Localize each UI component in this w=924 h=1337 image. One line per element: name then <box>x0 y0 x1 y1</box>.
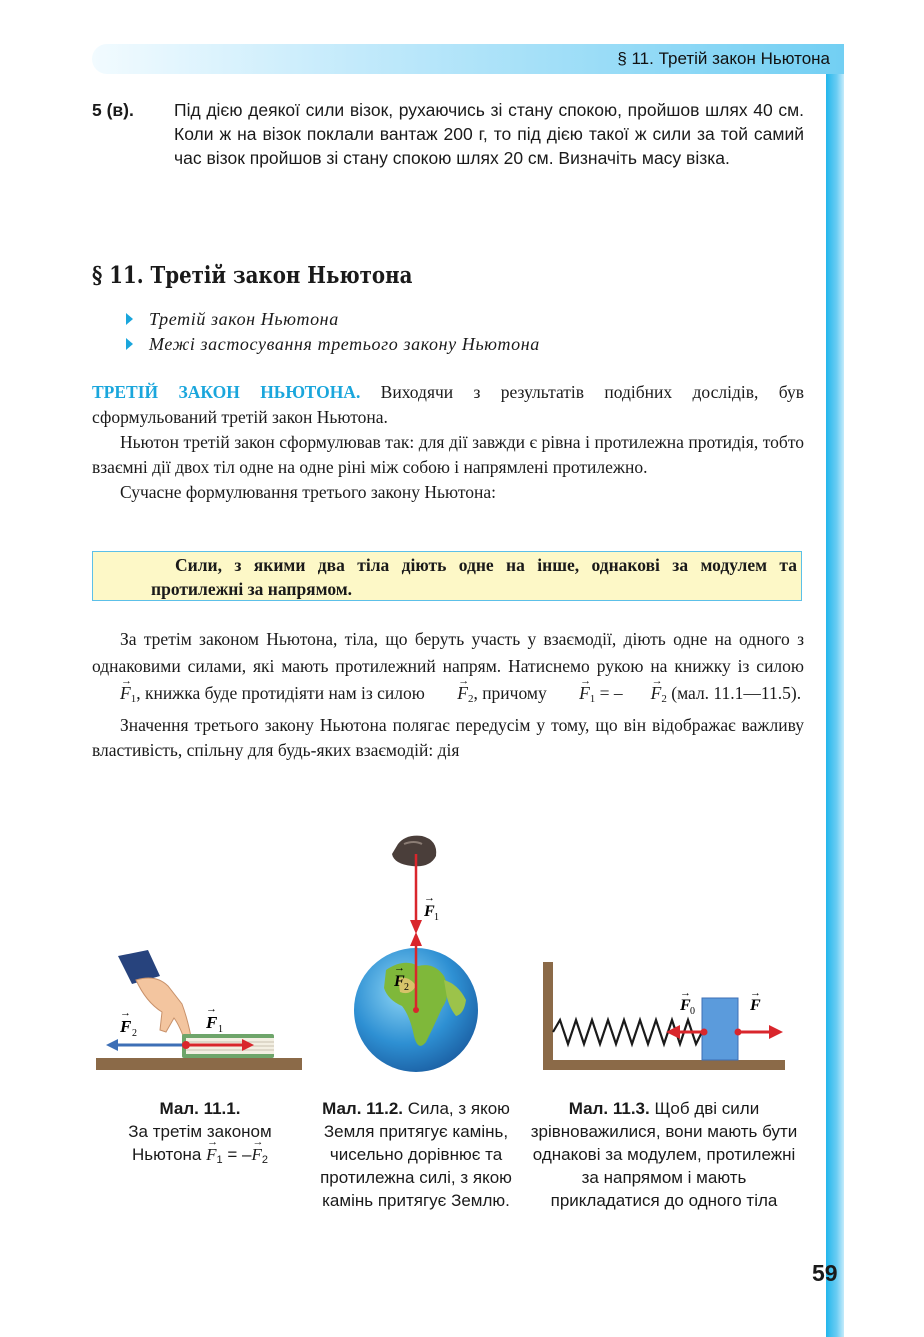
label-f2: F <box>394 973 405 990</box>
label-f: F <box>750 997 761 1014</box>
topic-item: Межі застосування третього закону Ньютона <box>124 332 540 357</box>
figure-11-3-spring-block <box>540 958 788 1072</box>
label-f1: F <box>424 903 435 920</box>
vector-f1: → F <box>92 680 131 707</box>
running-header-title: § 11. Третій закон Ньютона <box>617 49 830 68</box>
caption-title: Мал. 11.2. <box>322 1099 404 1118</box>
figure-11-3-caption: Мал. 11.3. Щоб дві сили зрівноважилися, вони мають бути однакові за модулем, протилежні за напрямом і мають прикладатися до одного тіла <box>530 1099 798 1210</box>
paragraph-intro: ТРЕТІЙ ЗАКОН НЬЮТОНА. Виходячи з результатів подібних дослідів, був сформульований третій закон Ньютона. <box>92 382 804 427</box>
section-topics <box>124 307 540 357</box>
svg-text:→: → <box>394 962 405 974</box>
figure-11-1-caption: Мал. 11.1. За третім законом Ньютона → $F_1$ = –→ $F_2$ <box>100 1097 300 1172</box>
table-surface <box>96 1058 302 1070</box>
svg-text:→: → <box>680 987 691 999</box>
floor <box>543 1060 785 1070</box>
svg-text:2: 2 <box>404 982 409 993</box>
svg-text:0: 0 <box>690 1006 695 1017</box>
paragraph-modern-formulation: Сучасне формулювання третього закону Ньютона: <box>120 482 497 502</box>
svg-text:→: → <box>424 892 435 904</box>
body-paragraphs-1 <box>92 380 804 505</box>
arrow-head-icon <box>769 1025 783 1039</box>
side-color-bar <box>826 72 844 1337</box>
label-f1: F <box>206 1013 218 1032</box>
caption-title: Мал. 11.1. <box>159 1099 241 1118</box>
svg-text:1: 1 <box>218 1024 223 1035</box>
block <box>702 998 738 1060</box>
svg-text:1: 1 <box>434 912 439 923</box>
wall <box>543 962 553 1070</box>
label-f0: F <box>680 997 691 1014</box>
contact-point <box>182 1041 190 1049</box>
law-statement-text: Сили, з якими два тіла діють одне на інше, однакові за модулем та протилежні за напрямом. <box>151 555 797 599</box>
page-number: 59 <box>812 1260 838 1286</box>
arrow-head-icon <box>666 1025 680 1039</box>
paragraph-significance: Значення третього закону Ньютона полягає передусім у тому, що він відображає важливу властивість, спільну для будь-яких взаємодій: дія <box>92 715 804 760</box>
stone-illustration <box>392 836 436 867</box>
exercise-5 <box>92 98 804 170</box>
paragraph-lead-heading: ТРЕТІЙ ЗАКОН НЬЮТОНА. <box>92 382 361 402</box>
caption-title: Мал. 11.3. <box>568 1099 650 1118</box>
arrow-head-icon <box>410 920 422 934</box>
figure-11-1-hand-book <box>96 950 302 1074</box>
svg-text:→: → <box>206 1003 217 1015</box>
label-f2: F <box>120 1017 132 1036</box>
arrow-head-icon <box>410 932 422 946</box>
figure-11-2-caption: Мал. 11.2. Сила, з якою Земля притягує камінь, чисельно дорівнює та протилежна силі, з якою камінь притягує Землю. <box>320 1099 512 1210</box>
svg-text:2: 2 <box>132 1028 137 1039</box>
body-paragraphs-2 <box>92 626 804 763</box>
vector-f2: → F <box>623 680 662 707</box>
triangle-bullet-icon <box>126 313 133 325</box>
topic-item: Третій закон Ньютона <box>124 307 540 332</box>
exercise-text: Під дією деякої сили візок, рухаючись зі стану спокою, пройшов шлях 40 см. Коли ж на візок поклали вантаж 200 г, то під дією такої ж сили за той самий час візок пройшов зі стану спокою шлях 20 см. Визначіть масу візка. <box>174 100 804 168</box>
vector-f1: → F <box>551 680 590 707</box>
section-title: § 11. Третій закон Ньютона <box>92 262 413 289</box>
svg-text:→: → <box>120 1007 131 1019</box>
exercise-number: 5 (в). <box>92 100 134 120</box>
law-statement-box <box>92 551 802 601</box>
svg-text:→: → <box>750 987 761 999</box>
paragraph-newton-formulation: Ньютон третій закон сформулював так: для дії завжди є рівна і протилежна протидія, тобто взаємні дії двох тіл одне на одне ріні між собою і напрямлені протилежно. <box>92 432 804 477</box>
paragraph-forces: За третім законом Ньютона, тіла, що беруть участь у взаємодії, діють одне на одного з однаковими силами, які мають протилежний напрям. Натиснемо рукою на книжку із силою → $F_1$, книжка буде протидіяти нам із силою → $F_2$, причому → $F_1$ = –→ $F_2$ (мал. 11.1—11.5). <box>92 626 804 713</box>
vector-f2: → F <box>429 680 468 707</box>
triangle-bullet-icon <box>126 338 133 350</box>
running-header <box>92 44 844 74</box>
figure-11-2-earth-stone <box>348 830 488 1080</box>
